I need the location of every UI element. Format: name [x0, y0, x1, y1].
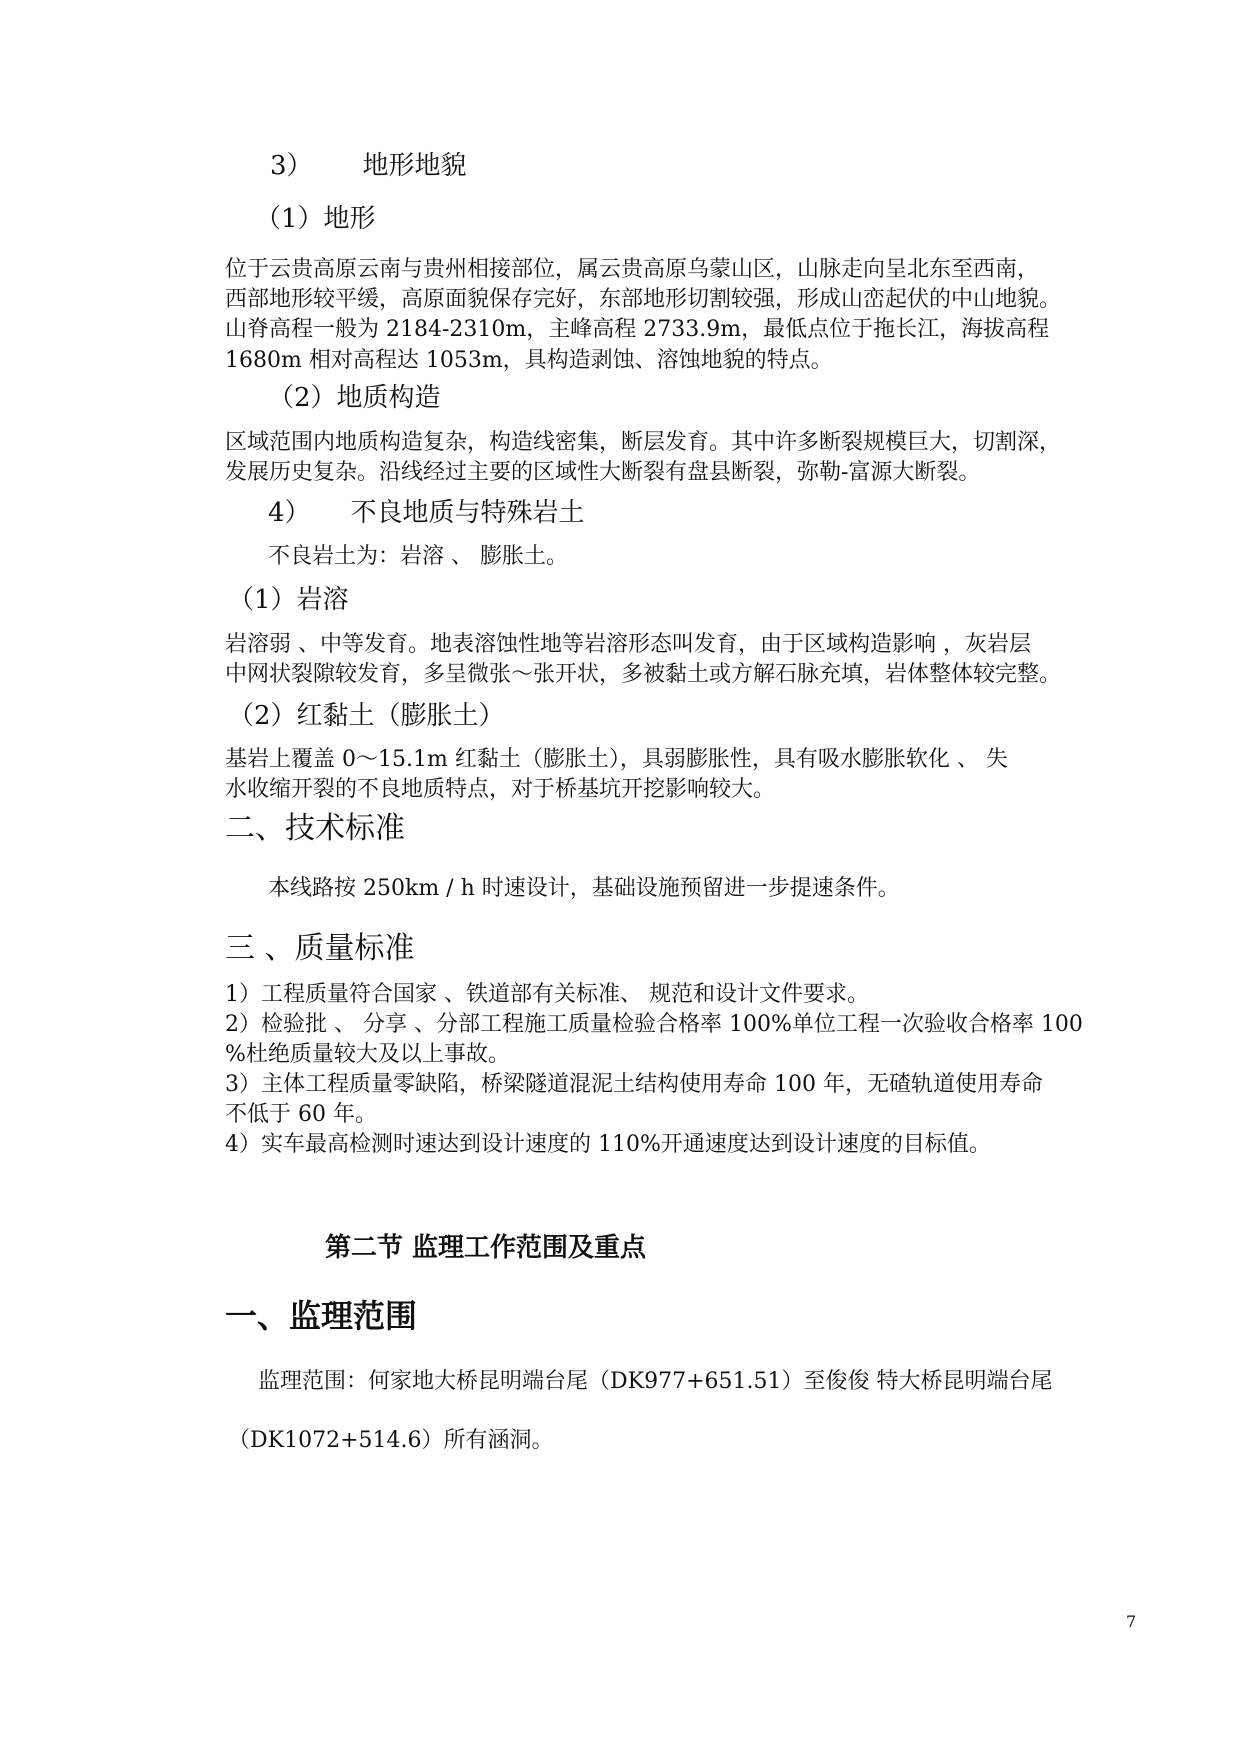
- subheading-karst: （1）岩溶: [228, 585, 349, 615]
- paragraph-line: 发展历史复杂。沿线经过主要的区域性大断裂有盘县断裂，弥勒-富源大断裂。: [225, 460, 981, 485]
- quality-line: %杜绝质量较大及以上事故。: [225, 1042, 510, 1067]
- paragraph-line: 本线路按 250km / h 时速设计，基础设施预留进一步提速条件。: [268, 876, 900, 901]
- heading-text: 地形地貌: [362, 151, 467, 181]
- paragraph-line: 中网状裂隙较发育，多呈微张～张开状，多被黏土或方解石脉充填，岩体整体较完整。: [225, 662, 1062, 687]
- heading-quality-standard: 三 、质量标准: [225, 931, 415, 966]
- subheading-geology: （2）地质构造: [268, 383, 441, 413]
- heading-tech-standard: 二、技术标准: [225, 811, 405, 846]
- paragraph-line: 1680m 相对高程达 1053m，具构造剥蚀、溶蚀地貌的特点。: [225, 348, 833, 373]
- intro-line: 不良岩土为：岩溶 、 膨胀土。: [268, 544, 568, 569]
- heading-supervision-scope: 一、监理范围: [225, 1297, 418, 1335]
- heading-number: 4）: [268, 498, 311, 528]
- paragraph-line: 西部地形较平缓，高原面貌保存完好，东部地形切割较强，形成山峦起伏的中山地貌。: [225, 287, 1062, 312]
- scope-line: （DK1072+514.6）所有涵洞。: [228, 1428, 554, 1453]
- paragraph-line: 位于云贵高原云南与贵州相接部位，属云贵高原乌蒙山区，山脉走向呈北东至西南，: [225, 257, 1040, 282]
- heading-topography: [270, 150, 467, 183]
- quality-line: 3）主体工程质量零缺陷，桥梁隧道混泥土结构使用寿命 100 年，无碴轨道使用寿命: [225, 1072, 1043, 1097]
- quality-line: 1）工程质量符合国家 、铁道部有关标准、 规范和设计文件要求。: [225, 982, 869, 1007]
- quality-line: 不低于 60 年。: [225, 1102, 377, 1127]
- subheading-red-clay: （2）红黏土（膨胀土）: [228, 701, 505, 731]
- paragraph-line: 区域范围内地质构造复杂，构造线密集，断层发育。其中许多断裂规模巨大，切割深，: [225, 430, 1062, 455]
- quality-line: 2）检验批 、 分享 、分部工程施工质量检验合格率 100%单位工程一次验收合格率 100: [225, 1012, 1083, 1037]
- paragraph-line: 基岩上覆盖 0～15.1m 红黏土（膨胀土），具弱膨胀性，具有吸水膨胀软化 、 失: [225, 747, 1008, 772]
- paragraph-line: 岩溶弱 、中等发育。地表溶蚀性地等岩溶形态叫发育，由于区域构造影响 ，灰岩层: [225, 632, 1031, 657]
- heading-adverse-geology: [268, 497, 585, 530]
- paragraph-line: 山脊高程一般为 2184-2310m，主峰高程 2733.9m，最低点位于拖长江，海拔高程: [225, 317, 1050, 342]
- quality-line: 4）实车最高检测时速达到设计速度的 110%开通速度达到设计速度的目标值。: [225, 1132, 991, 1157]
- subheading-terrain: （1）地形: [255, 204, 376, 234]
- scope-line: 监理范围：何家地大桥昆明端台尾（DK977+651.51）至俊俊 特大桥昆明端台尾: [258, 1369, 1053, 1394]
- heading-number: 3）: [270, 151, 313, 181]
- page-number: 7: [1126, 1612, 1137, 1631]
- section-title: 第二节 监理工作范围及重点: [325, 1233, 647, 1263]
- heading-text: 不良地质与特殊岩土: [350, 498, 585, 528]
- paragraph-line: 水收缩开裂的不良地质特点，对于桥基坑开挖影响较大。: [225, 777, 776, 802]
